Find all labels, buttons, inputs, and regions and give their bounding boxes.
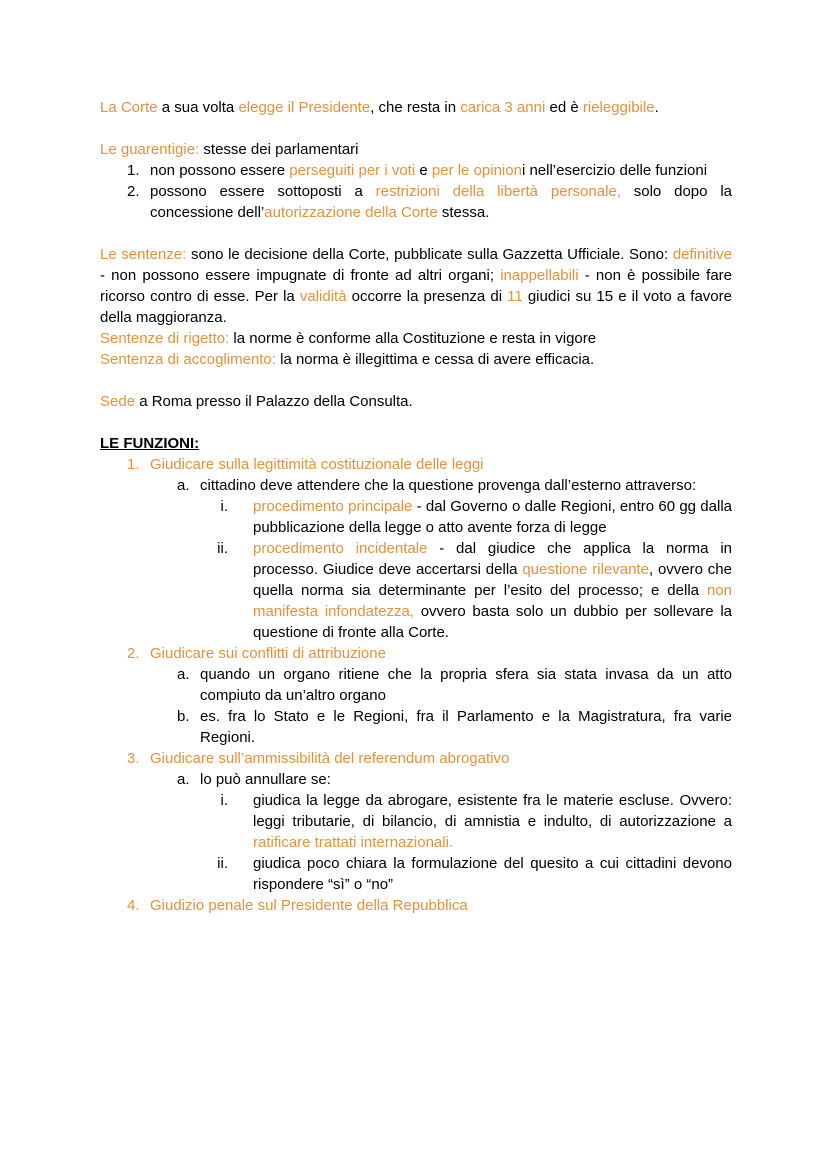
list-marker: 1. [127, 162, 140, 179]
text-run: la norme è conforme alla Costituzione e resta in vigore [229, 330, 597, 347]
paragraph-sede [100, 391, 732, 412]
blank-line [100, 223, 732, 244]
text-run: stesse dei parlamentari [199, 141, 359, 158]
text-run: non possono essere [150, 162, 290, 179]
list-marker: 2. [127, 645, 140, 662]
paragraph-accoglimento [100, 349, 732, 370]
text-run: i nell’esercizio delle funzioni [521, 162, 708, 179]
text-run: sono le decisione della Corte, pubblicate sulla Gazzetta Ufficiale. Sono: [186, 246, 673, 263]
highlighted-text: autorizzazione della Corte [264, 204, 438, 221]
text-run: lo può annullare se: [200, 771, 331, 788]
highlighted-text: Sentenze di rigetto: [100, 330, 230, 347]
highlighted-text: perseguiti per i voti [289, 162, 416, 179]
text-run: a sua volta [157, 99, 239, 116]
text-run: giudica la legge da abrogare, esistente fra le materie escluse. Ovvero: leggi tributarie, di bilancio, di amnistia e indulto, di autorizzazione a [253, 792, 732, 830]
text-run: quando un organo ritiene che la propria sfera sia stata invasa da un atto compiuto da un’altro organo [200, 666, 732, 704]
text-run: la norma è illegittima e cessa di avere efficacia. [275, 351, 595, 368]
list-item-funzione-3a-ii [100, 853, 732, 895]
paragraph-corte [100, 97, 732, 118]
text-run: - dal Governo o dalle Regioni, entro 60 gg dalla pubblicazione della legge o atto avente forza di legge [253, 498, 732, 536]
paragraph-guarentigie [100, 139, 732, 160]
text-run: e [415, 162, 432, 179]
list-item-funzione-2 [100, 643, 732, 664]
list-marker: i. [220, 792, 228, 809]
text-run: solo dopo la concessione dell’ [150, 183, 732, 221]
paragraph-rigetto [100, 328, 732, 349]
document-body [100, 97, 732, 916]
highlighted-text: Giudicare sui conflitti di attribuzione [150, 645, 386, 662]
highlighted-text: Giudicare sulla legittimità costituzionale delle leggi [150, 456, 484, 473]
list-marker: a. [177, 771, 190, 788]
highlighted-text: non manifesta infondatezza, [253, 582, 732, 620]
blank-line [100, 370, 732, 391]
text-run: - dal giudice che applica la norma in processo. Giudice deve accertarsi della [253, 540, 732, 578]
list-marker: a. [177, 666, 190, 683]
text-run: giudici su 15 e il voto a favore della maggioranza. [100, 288, 732, 326]
list-item-funzione-1a [100, 475, 732, 496]
text-run: es. fra lo Stato e le Regioni, fra il Parlamento e la Magistratura, fra varie Regioni. [200, 708, 732, 746]
text-run: a Roma presso il Palazzo della Consulta. [135, 393, 413, 410]
blank-line [100, 412, 732, 433]
text-run: . [654, 99, 659, 116]
text-run: - non è possibile fare ricorso contro di esse. Per la [100, 267, 733, 305]
text-run: ed è [545, 99, 583, 116]
list-marker: a. [177, 477, 190, 494]
list-marker: ii. [217, 855, 228, 872]
list-item-guarentigie-2 [100, 181, 732, 223]
text-run: , che resta in [370, 99, 461, 116]
highlighted-text: Le guarentigie: [100, 141, 200, 158]
heading-funzioni [100, 433, 732, 454]
list-item-funzione-1a-ii [100, 538, 732, 643]
highlighted-text: Giudicare sull’ammissibilità del referendum abrogativo [150, 750, 510, 767]
highlighted-text: Sede [100, 393, 136, 410]
highlighted-text: 11 [507, 288, 523, 305]
highlighted-text: ratificare trattati internazionali. [253, 834, 454, 851]
list-marker: 3. [127, 750, 140, 767]
list-item-funzione-4 [100, 895, 732, 916]
highlighted-text: procedimento incidentale [253, 540, 428, 557]
list-item-funzione-1a-i [100, 496, 732, 538]
highlighted-text: La Corte [100, 99, 158, 116]
list-item-funzione-2b [100, 706, 732, 748]
highlighted-text: elegge il Presidente [238, 99, 371, 116]
list-marker: i. [220, 498, 228, 515]
list-item-guarentigie-1 [100, 160, 732, 181]
highlighted-text: per le opinion [431, 162, 522, 179]
paragraph-sentenze [100, 244, 732, 328]
text-run: LE FUNZIONI: [100, 435, 200, 452]
text-run: occorre la presenza di [346, 288, 508, 305]
highlighted-text: Giudizio penale sul Presidente della Repubblica [150, 897, 468, 914]
highlighted-text: Sentenza di accoglimento: [100, 351, 276, 368]
list-item-funzione-2a [100, 664, 732, 706]
highlighted-text: inappellabili [500, 267, 579, 284]
text-run: cittadino deve attendere che la questione provenga dall’esterno attraverso: [200, 477, 697, 494]
text-run: possono essere sottoposti a [150, 183, 376, 200]
highlighted-text: carica 3 anni [460, 99, 546, 116]
highlighted-text: rieleggibile [582, 99, 655, 116]
highlighted-text: validità [299, 288, 347, 305]
highlighted-text: restrizioni della libertà personale, [375, 183, 621, 200]
text-run: , ovvero che quella norma sia determinante per l’esito del processo; e della [253, 561, 732, 599]
highlighted-text: definitive [672, 246, 733, 263]
list-item-funzione-3a [100, 769, 732, 790]
highlighted-text: questione rilevante [522, 561, 649, 578]
list-marker: b. [177, 708, 190, 725]
highlighted-text: Le sentenze: [100, 246, 187, 263]
list-marker: 1. [127, 456, 140, 473]
text-run: - non possono essere impugnate di fronte ad altri organi; [100, 267, 501, 284]
blank-line [100, 118, 732, 139]
list-item-funzione-3 [100, 748, 732, 769]
list-marker: 4. [127, 897, 140, 914]
text-run: ovvero basta solo un dubbio per sollevare la questione di fronte alla Corte. [253, 603, 733, 641]
text-run: giudica poco chiara la formulazione del quesito a cui cittadini devono rispondere “sì” o “no” [253, 855, 732, 893]
list-item-funzione-3a-i [100, 790, 732, 853]
list-marker: ii. [217, 540, 228, 557]
list-marker: 2. [127, 183, 140, 200]
highlighted-text: procedimento principale [253, 498, 413, 515]
list-item-funzione-1 [100, 454, 732, 475]
text-run: stessa. [437, 204, 490, 221]
